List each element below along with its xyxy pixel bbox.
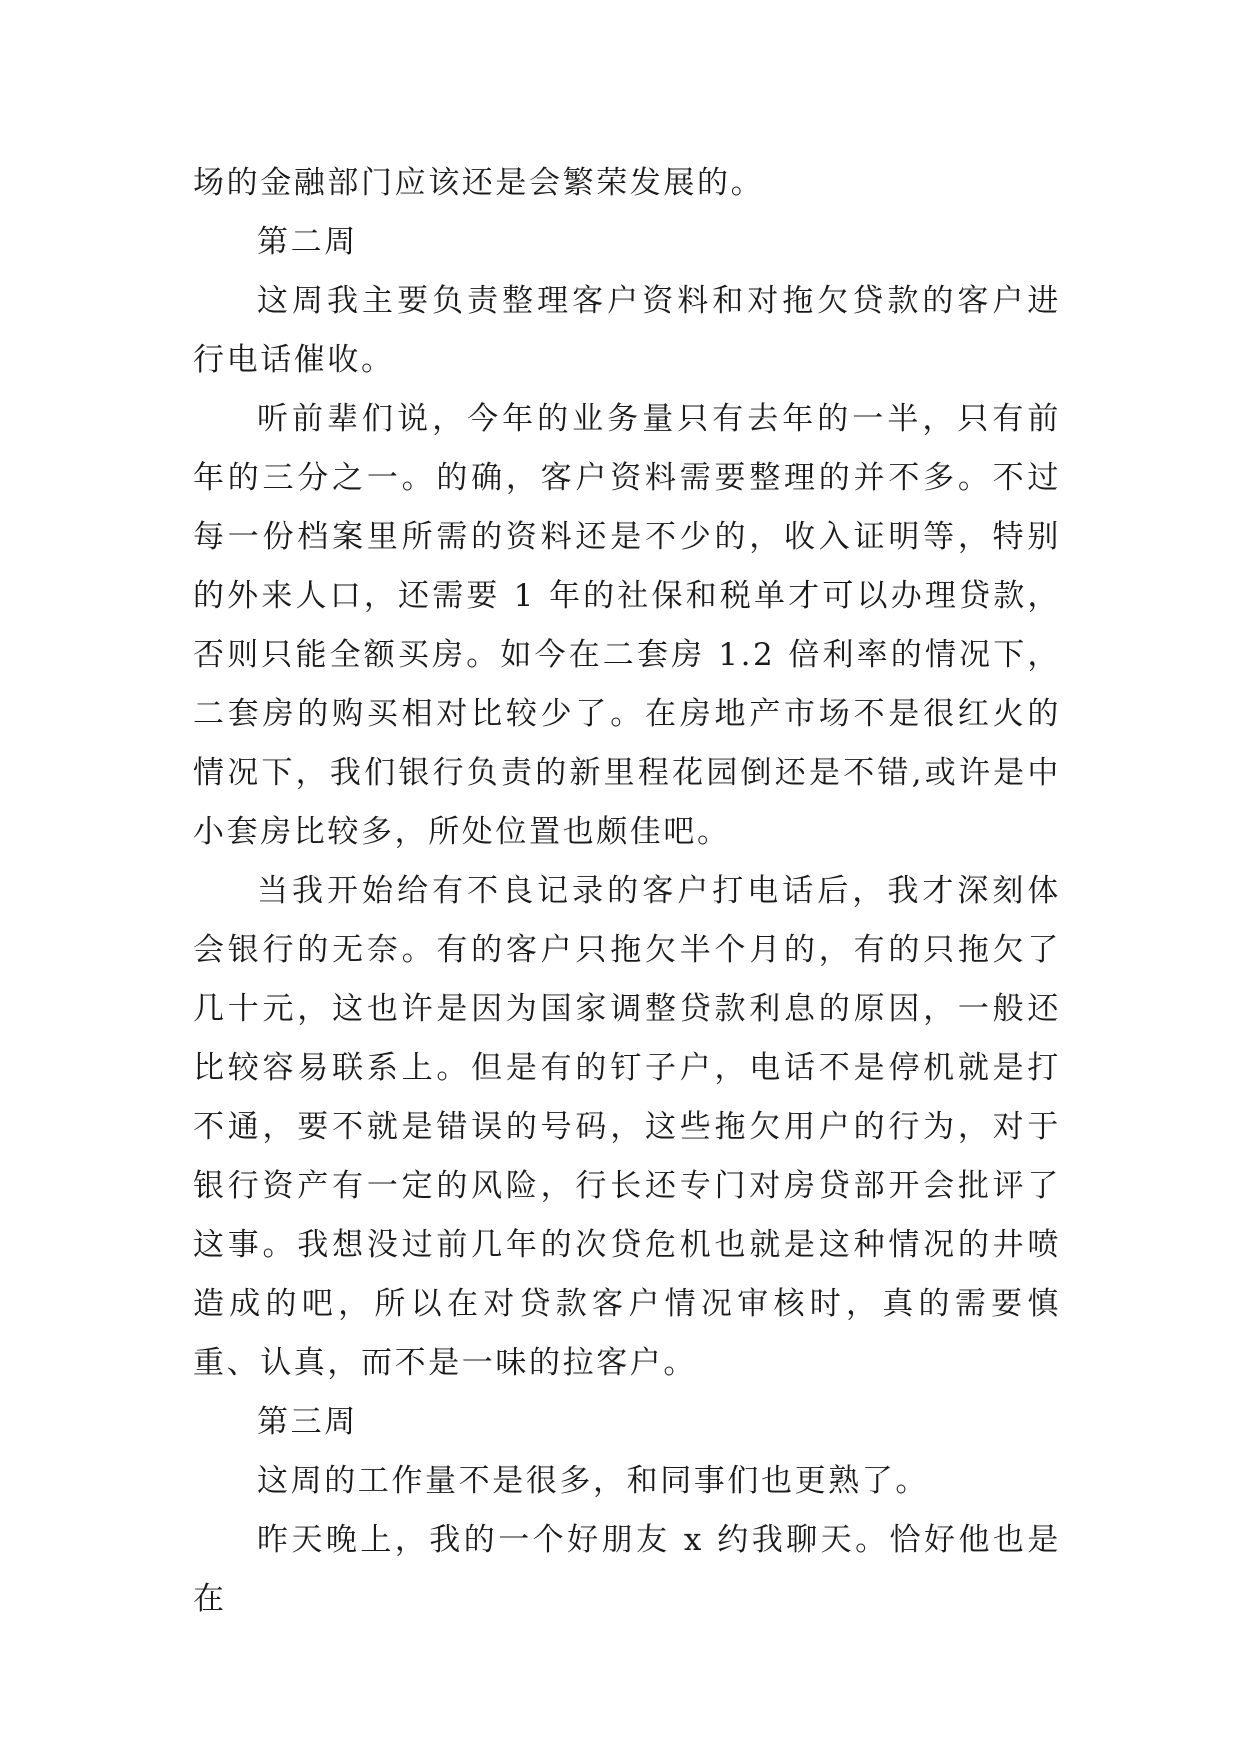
paragraph-friend-chat: 昨天晚上，我的一个好朋友 x 约我聊天。恰好他也是在 (193, 1522, 1061, 1617)
paragraph-collection-calls: 当我开始给有不良记录的客户打电话后，我才深刻体会银行的无奈。有的客户只拖欠半个月的，有的只拖欠了几十元，这也许是因为国家调整贷款利息的原因，一般还比较容易联系上。但是有的钉子户，电话不是停机就是打不通，要不就是错误的号码，这些拖欠用户的行为，对于银行资产有一定的风险，行长还专门对房贷部开会批评了这事。我想没过前几年的次贷危机也就是这种情况的井喷造成的吧，所以在对贷款客户情况审核时，真的需要慎重、认真，而不是一味的拉客户。 (193, 873, 1061, 1381)
paragraph-week-three-summary: 这周的工作量不是很多，和同事们也更熟了。 (257, 1463, 929, 1499)
heading-week-three: 第三周 (257, 1404, 358, 1440)
paragraph-continuation: 场的金融部门应该还是会繁荣发展的。 (193, 165, 765, 201)
paragraph-client-records: 听前辈们说，今年的业务量只有去年的一半，只有前年的三分之一。的确，客户资料需要整理的并不多。不过每一份档案里所需的资料还是不少的，收入证明等，特别的外来人口，还需要 1 年的社保和税单才可以办理贷款，否则只能全额买房。如今在二套房 1.2 倍利率的情况下，二套房的购买相对比较少了。在房地产市场不是很红火的情况下，我们银行负责的新里程花园倒还是不错,或许是中小套房比较多，所处位置也颇佳吧。 (193, 401, 1061, 850)
body-text (193, 154, 1061, 1629)
paragraph-week-two-summary: 这周我主要负责整理客户资料和对拖欠贷款的客户进行电话催收。 (193, 283, 1061, 378)
heading-week-two: 第二周 (257, 224, 358, 260)
